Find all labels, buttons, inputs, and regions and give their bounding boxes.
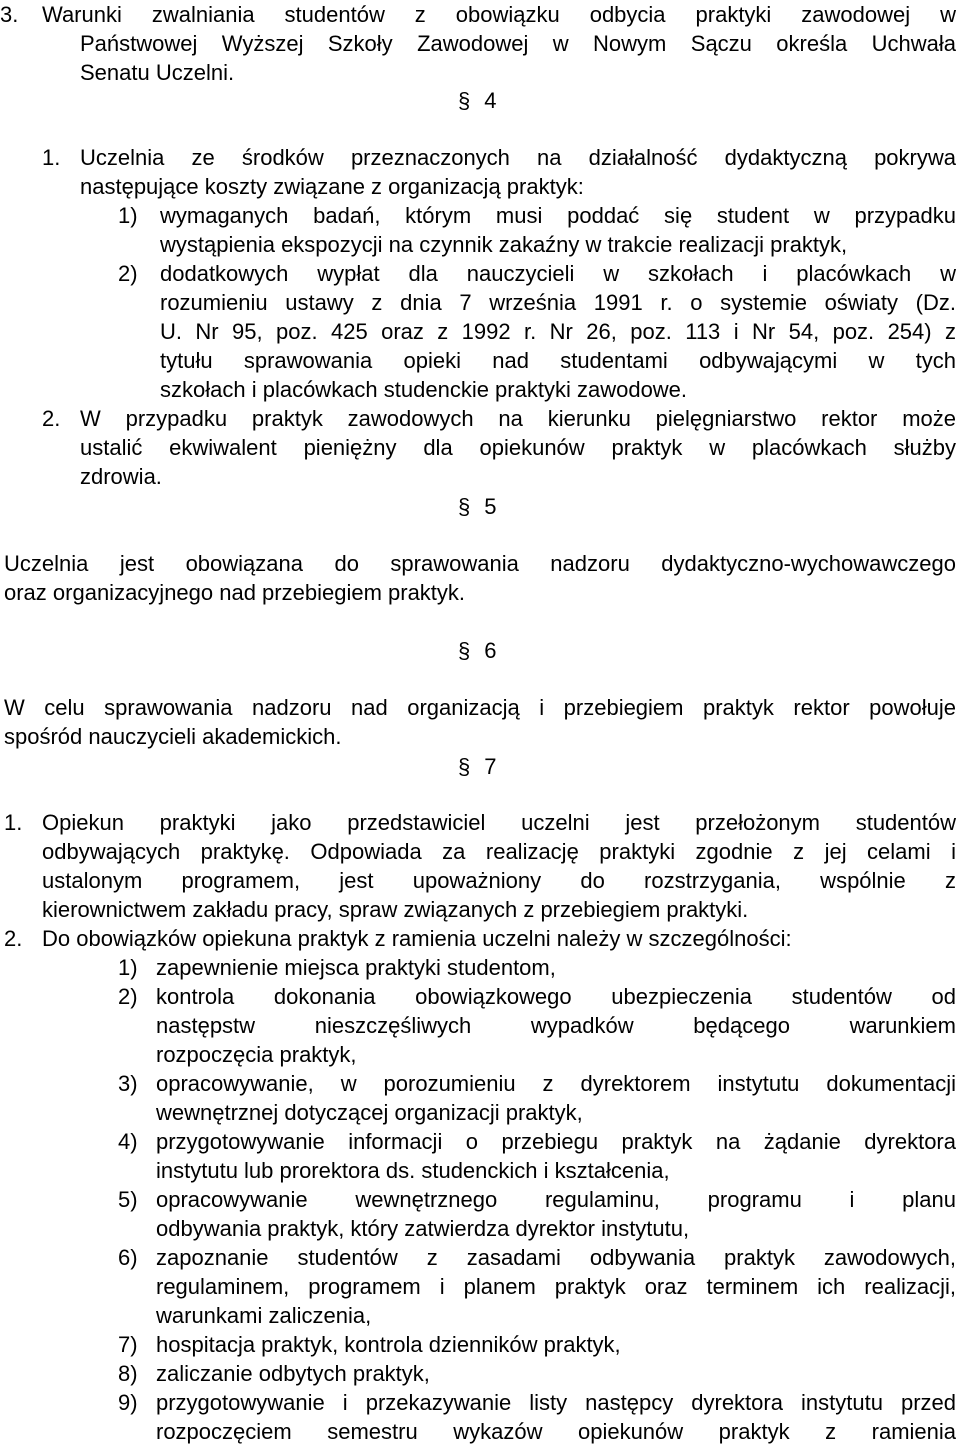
text-line: ustalić ekwiwalent pieniężny dla opiekunów praktyk w placówkach służby (80, 435, 956, 460)
text-line: odbywających praktykę. Odpowiada za realizację praktyki zgodnie z jej celami i (42, 839, 956, 864)
text-line: Uczelnia jest obowiązana do sprawowania nadzoru dydaktyczno-wychowawczego (4, 551, 956, 576)
section-symbol: § (458, 88, 471, 113)
text-line: kontrola dokonania obowiązkowego ubezpieczenia studentów od (156, 984, 956, 1009)
text-line: W przypadku praktyk zawodowych na kierunku pielęgniarstwo rektor może (80, 406, 956, 431)
text-line: spośród nauczycieli akademickich. (4, 724, 342, 749)
text-line: szkołach i placówkach studenckie praktyki zawodowe. (160, 377, 688, 402)
list-number: 2) (118, 984, 138, 1009)
text-line: Państwowej Wyższej Szkoły Zawodowej w Nowym Sączu określa Uchwała (80, 31, 956, 56)
section-heading (458, 750, 497, 784)
section-heading (458, 490, 497, 524)
section-number: 4 (484, 88, 497, 113)
text-line: U. Nr 95, poz. 425 oraz z 1992 r. Nr 26, poz. 113 i Nr 54, poz. 254) z (160, 319, 956, 344)
text-line: następujące koszty związane z organizacją praktyk: (80, 174, 584, 199)
list-number: 3. (0, 2, 19, 27)
text-line: rozpoczęcia praktyk, (156, 1042, 357, 1067)
list-number: 5) (118, 1187, 138, 1212)
list-number: 2. (42, 406, 61, 431)
text-line: przygotowywanie informacji o przebiegu praktyk na żądanie dyrektora (156, 1129, 956, 1154)
text-line: Senatu Uczelni. (80, 60, 235, 85)
text-line: kierownictwem zakładu pracy, spraw związanych z przebiegiem praktyki. (42, 897, 749, 922)
text-line: W celu sprawowania nadzoru nad organizacją i przebiegiem praktyk rektor powołuje (4, 695, 956, 720)
list-number: 1) (118, 203, 138, 228)
text-line: zaliczanie odbytych praktyk, (156, 1361, 430, 1386)
text-line: hospitacja praktyk, kontrola dzienników praktyk, (156, 1332, 621, 1357)
text-line: zapewnienie miejsca praktyki studentom, (156, 955, 556, 980)
text-line: Opiekun praktyki jako przedstawiciel uczelni jest przełożonym studentów (42, 810, 956, 835)
text-line: opracowywanie, w porozumieniu z dyrektorem instytutu dokumentacji (156, 1071, 956, 1096)
section-symbol: § (458, 494, 471, 519)
text-line: dodatkowych wypłat dla nauczycieli w szkołach i placówkach w (160, 261, 956, 286)
list-number: 7) (118, 1332, 138, 1357)
section-symbol: § (458, 638, 471, 663)
text-line: tytułu sprawowania opieki nad studentami odbywającymi w tych (160, 348, 956, 373)
text-line: następstw nieszczęśliwych wypadków będącego warunkiem (156, 1013, 956, 1038)
text-line: Warunki zwalniania studentów z obowiązku odbycia praktyki zawodowej w (42, 2, 956, 27)
text-line: wymaganych badań, którym musi poddać się student w przypadku (160, 203, 956, 228)
list-number: 6) (118, 1245, 138, 1270)
section-number: 5 (484, 494, 497, 519)
text-line: instytutu lub prorektora ds. studenckich i kształcenia, (156, 1158, 670, 1183)
text-line: zapoznanie studentów z zasadami odbywania praktyk zawodowych, (156, 1245, 956, 1270)
text-line: regulaminem, programem i planem praktyk oraz terminem ich realizacji, (156, 1274, 956, 1299)
text-line: rozpoczęciem semestru wykazów opiekunów praktyk z ramienia (156, 1419, 956, 1444)
text-line: przygotowywanie i przekazywanie listy następcy dyrektora instytutu przed (156, 1390, 956, 1415)
text-line: opracowywanie wewnętrznego regulaminu, programu i planu (156, 1187, 956, 1212)
list-number: 9) (118, 1390, 138, 1415)
text-line: zdrowia. (80, 464, 162, 489)
text-line: wystąpienia ekspozycji na czynnik zakaźny w trakcie realizacji praktyk, (160, 232, 848, 257)
list-number: 1) (118, 955, 138, 980)
list-number: 4) (118, 1129, 138, 1154)
text-line: odbywania praktyk, który zatwierdza dyrektor instytutu, (156, 1216, 690, 1241)
text-line: wewnętrznej dotyczącej organizacji praktyk, (156, 1100, 583, 1125)
section-heading (458, 634, 497, 668)
list-number: 2) (118, 261, 138, 286)
list-number: 1. (42, 145, 61, 170)
list-number: 8) (118, 1361, 138, 1386)
list-number: 3) (118, 1071, 138, 1096)
section-heading (458, 84, 497, 118)
list-number: 1. (4, 810, 23, 835)
text-line: Uczelnia ze środków przeznaczonych na działalność dydaktyczną pokrywa (80, 145, 956, 170)
text-line: warunkami zaliczenia, (156, 1303, 372, 1328)
section-number: 7 (484, 754, 497, 779)
list-number: 2. (4, 926, 23, 951)
text-line: ustalonym programem, jest upoważniony do rozstrzygania, wspólnie z (42, 868, 956, 893)
text-line: oraz organizacyjnego nad przebiegiem praktyk. (4, 580, 466, 605)
text-line: Do obowiązków opiekuna praktyk z ramienia uczelni należy w szczególności: (42, 926, 792, 951)
section-symbol: § (458, 754, 471, 779)
section-number: 6 (484, 638, 497, 663)
text-line: rozumieniu ustawy z dnia 7 września 1991 r. o systemie oświaty (Dz. (160, 290, 956, 315)
